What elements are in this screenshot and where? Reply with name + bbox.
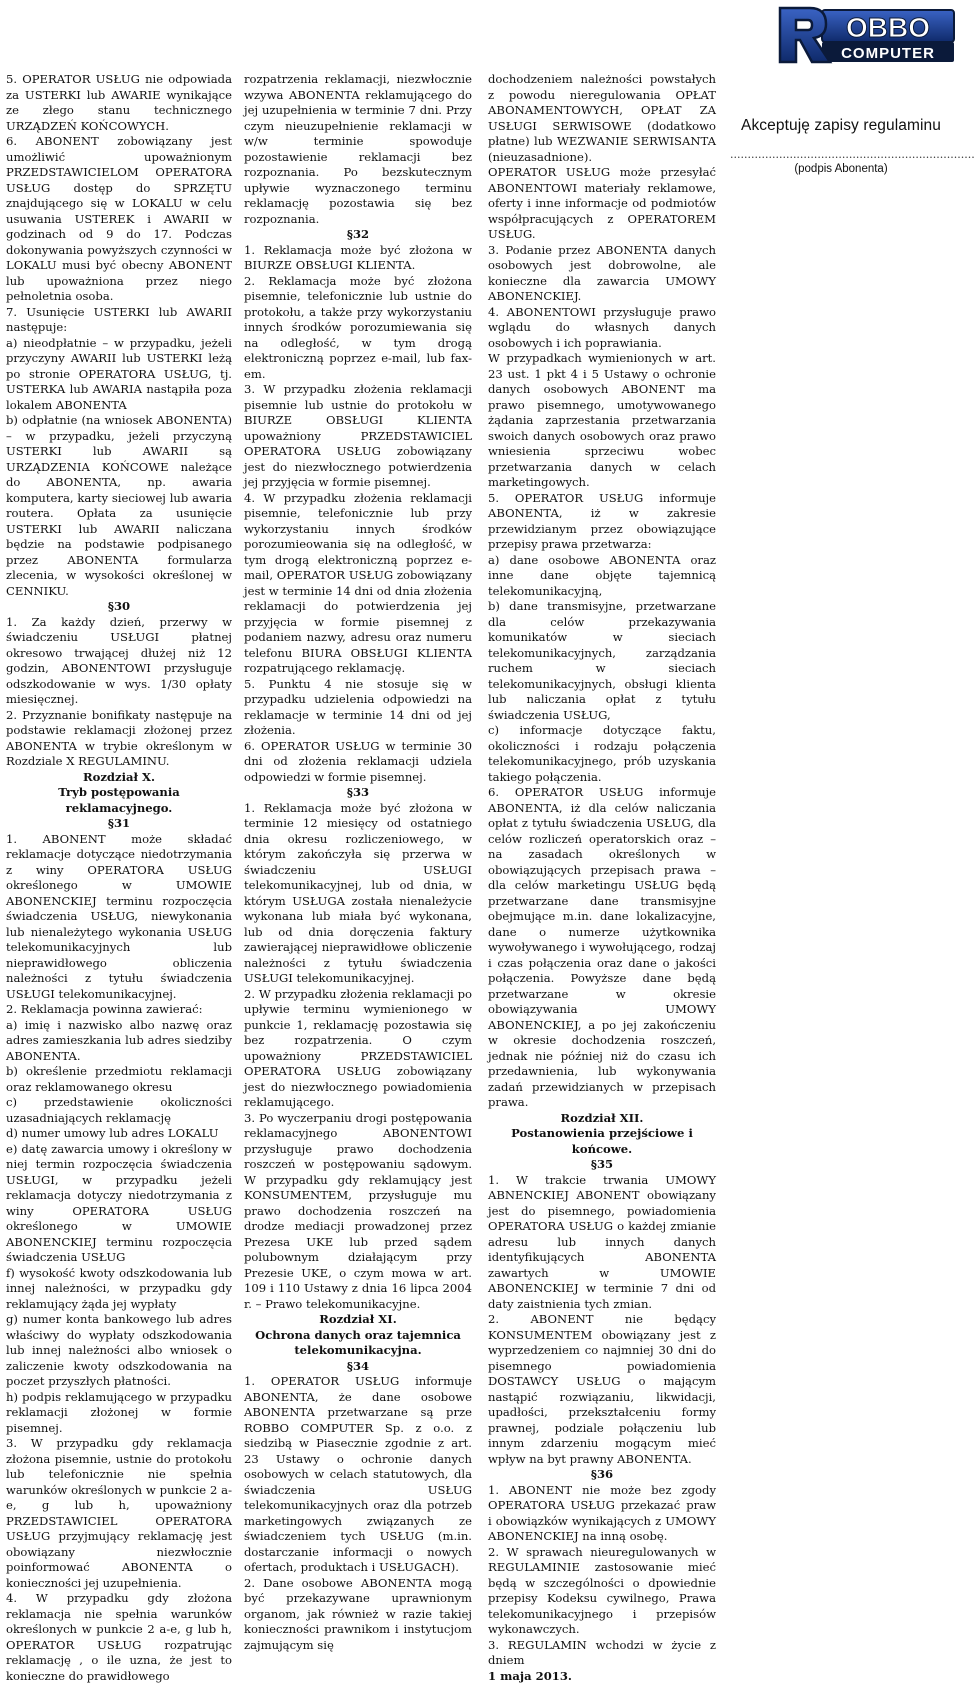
paragraph-text: 3. W przypadku złożenia reklamacji pisemnie lub ustnie do protokołu w BIURZE OBSŁUGI KLIENTA upoważniony PRZEDSTAWICIEL OPERATORA USŁUG zobowiązany jest do niezwłocznego potwierdzenia jej przyjęcia w formie pisemnej.	[244, 382, 472, 489]
paragraph	[6, 1390, 232, 1437]
paragraph	[488, 723, 716, 785]
paragraph-text: Tryb postępowania reklamacyjnego.	[58, 785, 180, 815]
paragraph-text: 2. Reklamacja powinna zawierać:	[6, 1002, 203, 1016]
column-3	[488, 72, 716, 1684]
paragraph	[244, 382, 472, 491]
section-heading	[244, 1359, 472, 1375]
paragraph-text: 6. OPERATOR USŁUG w terminie 30 dni od złożenia reklamacji udziela odpowiedzi w formie pisemnej.	[244, 739, 472, 784]
paragraph	[488, 599, 716, 723]
paragraph-text: 1. Reklamacja może być złożona w BIURZE OBSŁUGI KLIENTA.	[244, 243, 472, 273]
paragraph-text: rozpatrzenia reklamacji, niezwłocznie wzywa ABONENTA reklamującego do jej uzupełnienia w terminie 7 dni. Przy czym nieuzupełnienie reklamacji w w/w terminie spowoduje pozostawienie reklamacji bez rozpoznania. Po bezskutecznym upływie wyznaczonego terminu reklamację pozostawia się bez rozpoznania.	[244, 72, 472, 226]
section-heading	[488, 1111, 716, 1127]
paragraph-text: 1. Reklamacja może być złożona w terminie 12 miesięcy od ostatniego dnia okresu rozliczeniowego, w którym zakończyła się przerwa w świadczeniu USŁUGI telekomunikacyjnej, lub od dnia, w którym USŁUGA została nienależycie wykonana lub miała być wykonana, lub od dnia doręczenia faktury zawierającej nieprawidłowe obliczenie należności z tytułu świadczenia USŁUGI telekomunikacyjnej.	[244, 801, 472, 986]
paragraph-text: §32	[347, 227, 369, 241]
paragraph-text: 3. Po wyczerpaniu drogi postępowania reklamacyjnego ABONENTOWI przysługuje prawo dochodzenia roszczeń w postępowaniu sądowym. W przypadku gdy reklamujący jest KONSUMENTEM, przysługuje mu prawo dochodzenia roszczeń na drodze mediacji prowadzonej przez Prezesa UKE lub przed sądem polubownym działającym przy Prezesie UKE, o czym mowa w art. 109 i 110 Ustawy z dnia 16 lipca 2004 r. – Prawo telekomunikacyjne.	[244, 1111, 472, 1311]
section-heading	[6, 816, 232, 832]
paragraph	[6, 1266, 232, 1313]
paragraph-text: 1. Za każdy dzień, przerwy w świadczeniu USŁUGI płatnej okresowo trwającej dłużej niż 12 godzin, ABONENTOWI przysługuje odszkodowanie w wys. 1/30 opłaty miesięcznej.	[6, 615, 232, 707]
logo-bottom-text: COMPUTER	[841, 45, 935, 62]
paragraph	[6, 1591, 232, 1684]
paragraph-text: 6. OPERATOR USŁUG informuje ABONENTA, iż dla celów naliczania opłat z tytułu świadczenia USŁUG, dla celów rozliczeń operatorskich oraz – na zasadach określonych w obowiązujących przepisach prawa – dla celów marketingu USŁUG będą przetwarzane dane transmisyjne obejmujące m.in. dane lokalizacyjne, dane o numerze użytkownika wywoływanego i wywołującego, rodzaj i czas połączenia oraz dane o jakości połączenia. Powyższe dane będą przetwarzane w okresie obowiązywania UMOWY ABONENCKIEJ, a po jej zakończeniu w okresie dochodzenia roszczeń, jednak nie później niż do czasu ich przedawnienia, lub wykonywania zadań przewidzianych w przepisach prawa.	[488, 785, 716, 1109]
section-heading	[488, 1126, 716, 1157]
paragraph-text: g) numer konta bankowego lub adres właściwy do wypłaty odszkodowania lub innej należności albo wniosek o zaliczenie kwoty odszkodowania na poczet przyszłych płatności.	[6, 1312, 232, 1388]
paragraph-text: a) dane osobowe ABONENTA oraz inne dane objęte tajemnicą telekomunikacyjną,	[488, 553, 716, 598]
paragraph-text: f) wysokość kwoty odszkodowania lub innej należności, w przypadku gdy reklamujący żąda jej wypłaty	[6, 1266, 232, 1311]
paragraph	[6, 336, 232, 414]
paragraph-text: OPERATOR USŁUG może przesyłać ABONENTOWI materiały reklamowe, oferty i inne informacje od podmiotów współpracujących z OPERATOREM USŁUG.	[488, 165, 716, 241]
paragraph-text: 3. Podanie przez ABONENTA danych osobowych jest dobrowolne, ale konieczne dla zawarcia UMOWY ABONENCKIEJ.	[488, 243, 716, 304]
paragraph-text: b) określenie przedmiotu reklamacji oraz reklamowanego okresu	[6, 1064, 232, 1094]
paragraph	[6, 1312, 232, 1390]
paragraph	[6, 72, 232, 134]
paragraph	[6, 1126, 232, 1142]
paragraph-text: 2. Przyznanie bonifikaty następuje na podstawie reklamacji złożonej przez ABONENTA w trybie określonym w Rozdziale X REGULAMINU.	[6, 708, 232, 769]
paragraph-text: Rozdział X.	[83, 770, 155, 784]
paragraph-text: 5. Punktu 4 nie stosuje się w przypadku udzielenia odpowiedzi na reklamacje w terminie 14 dni od jej złożenia.	[244, 677, 472, 738]
paragraph	[488, 1545, 716, 1638]
paragraph-text: c) przedstawienie okoliczności uzasadniających reklamację	[6, 1095, 232, 1125]
paragraph	[488, 553, 716, 600]
section-heading	[244, 1328, 472, 1359]
paragraph	[488, 1312, 716, 1467]
paragraph-text: 6. ABONENT zobowiązany jest umożliwić upoważnionym PRZEDSTAWICIELOM OPERATORA USŁUG dostęp do SPRZĘTU znajdującego się w LOKALU w celu usuwania USTEREK i AWARII w godzinach od 9 do 17. Podczas dokonywania powyższych czynności w LOKALU musi być obecny ABONENT lub upoważniona przez niego pełnoletnia osoba.	[6, 134, 232, 303]
paragraph	[488, 165, 716, 243]
paragraph-text: §34	[347, 1359, 369, 1373]
paragraph	[6, 1142, 232, 1266]
paragraph	[244, 801, 472, 987]
paragraph	[244, 243, 472, 274]
column-1	[6, 72, 232, 1684]
paragraph-text: 5. OPERATOR USŁUG nie odpowiada za USTERKI lub AWARIE wynikające ze złego stanu technicznego URZĄDZEŃ KOŃCOWYCH.	[6, 72, 232, 133]
paragraph-text: 2. Reklamacja może być złożona pisemnie, telefonicznie lub ustnie do protokołu, a także przy wykorzystaniu innych środków porozumiewania się na odległość, w tym drogą elektroniczną poprzez e-mail, lub fax-em.	[244, 274, 472, 381]
paragraph-text: §31	[108, 816, 130, 830]
paragraph-text: Ochrona danych oraz tajemnica telekomunikacyjna.	[255, 1328, 461, 1358]
paragraph-text: 4. ABONENTOWI przysługuje prawo wglądu do własnych danych osobowych i ich poprawiania.	[488, 305, 716, 350]
section-heading	[244, 227, 472, 243]
paragraph	[488, 1638, 716, 1684]
paragraph-text: §36	[591, 1467, 613, 1481]
signature-label: (podpis Abonenta)	[730, 162, 952, 178]
paragraph	[6, 1095, 232, 1126]
paragraph-text: 7. Usunięcie USTERKI lub AWARII następuje:	[6, 305, 232, 335]
logo-top-text: OBBO	[846, 12, 930, 43]
paragraph-text: 5. OPERATOR USŁUG informuje ABONENTA, iż w zakresie przewidzianym przez obowiązujące przepisy prawa przetwarza:	[488, 491, 716, 552]
paragraph-text: b) odpłatnie (na wniosek ABONENTA) – w przypadku, jeżeli przyczyną USTERKI lub AWARII są URZĄDZENIA KOŃCOWE należące do ABONENTA, np. awaria komputera, karty sieciowej lub awaria routera. Opłata za usunięcie USTERKI lub AWARII naliczana będzie na podstawie podpisanego przez ABONENTA formularza zlecenia, w wysokości określonej w CENNIKU.	[6, 413, 232, 598]
paragraph-text: h) podpis reklamującego w przypadku reklamacji złożonej w formie pisemnej.	[6, 1390, 232, 1435]
paragraph	[488, 72, 716, 165]
paragraph	[488, 785, 716, 1111]
paragraph	[6, 832, 232, 1003]
column-2	[244, 72, 472, 1653]
paragraph-text: dochodzeniem należności powstałych z powodu nieregulowania OPŁAT ABONAMENTOWYCH, OPŁAT ZA USŁUGI SERWISOWE (dodatkowo płatne) lub WEZWANIE SERWISANTA (nieuzasadnione).	[488, 72, 716, 164]
paragraph	[488, 1173, 716, 1313]
paragraph-text: e) datę zawarcia umowy i określony w niej termin rozpoczęcia świadczenia USŁUGI, w przypadku jeżeli reklamacja dotyczy niedotrzymania z winy OPERATORA USŁUG określonego w UMOWIE ABONENCKIEJ terminu rozpoczęcia świadczenia USŁUG	[6, 1142, 232, 1265]
paragraph-text: d) numer umowy lub adres LOKALU	[6, 1126, 219, 1140]
paragraph	[6, 1018, 232, 1065]
paragraph-text: Rozdział XII.	[561, 1111, 644, 1125]
paragraph-text: 3. REGULAMIN wchodzi w życie z dniem	[488, 1638, 716, 1668]
paragraph-text: 2. Dane osobowe ABONENTA mogą być przekazywane uprawnionym organom, jak również w razie takiej konieczności prawnikom i instytucjom zajmującym się	[244, 1576, 472, 1652]
acceptance-block	[730, 72, 952, 177]
paragraph	[488, 243, 716, 305]
acceptance-text: Akceptuję zapisy regulaminu	[730, 118, 952, 134]
paragraph-text: W przypadkach wymienionych w art. 23 ust. 1 pkt 4 i 5 Ustawy o ochronie danych osobowych ABONENT ma prawo pisemnego, umotywowanego żądania zaprzestania przetwarzania swoich danych osobowych oraz prawo wniesienia sprzeciwu wobec przetwarzania danych w celach marketingowych.	[488, 351, 716, 489]
paragraph	[244, 739, 472, 786]
paragraph-text: §35	[591, 1157, 613, 1171]
paragraph	[6, 305, 232, 336]
paragraph	[244, 274, 472, 383]
paragraph	[488, 1483, 716, 1545]
paragraph-text: a) nieodpłatnie – w przypadku, jeżeli przyczyny AWARII lub USTERKI leżą po stronie OPERATORA USŁUG, tj. USTERKA lub AWARIA nastąpiła poza lokalem ABONENTA	[6, 336, 232, 412]
paragraph-text: c) informacje dotyczące faktu, okoliczności i rodzaju połączenia telekomunikacyjnego, prób uzyskania takiego połączenia.	[488, 723, 716, 784]
paragraph	[488, 491, 716, 553]
paragraph	[244, 1111, 472, 1313]
paragraph-text: b) dane transmisyjne, przetwarzane dla celów przekazywania komunikatów w sieciach telekomunikacyjnych, zarządzania ruchem w sieciach telekomunikacyjnych, obsługi klienta lub naliczania opłat z tytułu świadczenia USŁUG,	[488, 599, 716, 722]
section-heading	[244, 1312, 472, 1328]
paragraph-text: Postanowienia przejściowe i końcowe.	[511, 1126, 693, 1156]
paragraph-text: 1. ABONENT może składać reklamacje dotyczące niedotrzymania z winy OPERATORA USŁUG określonego w UMOWIE ABONENCKIEJ terminu rozpoczęcia świadczenia USŁUG, niewykonania lub nienależytego wykonania USŁUG telekomunikacyjnych lub nieprawidłowego obliczenia należności z tytułu świadczenia USŁUGI telekomunikacyjnej.	[6, 832, 232, 1001]
paragraph-text: 1. OPERATOR USŁUG informuje ABONENTA, że dane osobowe ABONENTA przetwarzane są prze ROBBO COMPUTER Sp. z o.o. z siedzibą w Piasecznie zgodnie z art. 23 Ustawy o ochronie danych osobowych w celach statutowych, dla świadczenia USŁUG telekomunikacyjnych oraz dla potrzeb marketingowych związanych ze świadczeniem tych USŁUG (m.in. dostarczanie informacji o nowych ofertach, produktach i USŁUGACH).	[244, 1374, 472, 1574]
paragraph	[488, 305, 716, 352]
paragraph-text: 3. W przypadku gdy reklamacja złożona pisemnie, ustnie do protokołu lub telefonicznie nie spełnia warunków określonych w punkcie 2 a-e, g lub h, upoważniony PRZEDSTAWICIEL OPERATORA USŁUG przyjmujący reklamację jest obowiązany niezwłocznie poinformować ABONENTA o konieczności jej uzupełnienia.	[6, 1436, 232, 1590]
paragraph-text: 1. W trakcie trwania UMOWY ABNENCKIEJ ABONENT obowiązany jest do pisemnego, powiadomienia OPERATORA USŁUG o każdej zmianie adresu lub innych danych identyfikujących ABONENTA zawartych w UMOWIE ABONENCKIEJ w terminie 7 dni od daty zaistnienia tych zmian.	[488, 1173, 716, 1311]
paragraph-text: 4. W przypadku gdy złożona reklamacja nie spełnia warunków określonych w punkcie 2 a-e, g lub h, OPERATOR USŁUG rozpatrując reklamację , o ile uzna, że jest to konieczne do prawidłowego	[6, 1591, 232, 1683]
paragraph-text: 2. W sprawach nieuregulowanych w REGULAMINIE zastosowanie mieć będą w szczególności o dpowiednie przepisy Kodeksu cywilnego, Prawa telekomunikacyjnego i przepisów wykonawczych.	[488, 1545, 716, 1637]
paragraph	[6, 615, 232, 708]
paragraph-text: 1. ABONENT nie może bez zgody OPERATORA USŁUG przekazać praw i obowiązków wynikających z UMOWY ABONENCKIEJ na inną osobę.	[488, 1483, 716, 1544]
paragraph	[6, 1002, 232, 1018]
paragraph-text: §30	[108, 599, 130, 613]
paragraph-text: 2. ABONENT nie będący KONSUMENTEM obowiązany jest z wyprzedzeniem co najmniej 30 dni do pisemnego powiadomienia DOSTAWCY USŁUG o mającym nastąpić rozwiązaniu, likwidacji, upadłości, przekształceniu formy prawnej, podziale połączeniu lub innym zdarzeniu mogącym mieć wpływ na byt prawny ABONENTA.	[488, 1312, 716, 1466]
paragraph	[6, 134, 232, 305]
paragraph-text: 2. W przypadku złożenia reklamacji po upływie terminu wymienionego w punkcie 1, reklamację pozostawia się bez rozpatrzenia. O czym upoważniony PRZEDSTAWICIEL OPERATORA USŁUG zobowiązany jest do niezwłocznego powiadomienia reklamującego.	[244, 987, 472, 1110]
paragraph	[488, 351, 716, 491]
signature-line: ......................................................................	[730, 152, 952, 158]
paragraph	[6, 1064, 232, 1095]
paragraph-text: a) imię i nazwisko albo nazwę oraz adres zamieszkania lub adres siedziby ABONENTA.	[6, 1018, 232, 1063]
paragraph	[244, 72, 472, 227]
paragraph	[244, 677, 472, 739]
paragraph	[244, 1576, 472, 1654]
paragraph-text: Rozdział XI.	[319, 1312, 397, 1326]
section-heading	[6, 785, 232, 816]
robbo-computer-logo	[776, 4, 956, 66]
paragraph	[244, 1374, 472, 1576]
section-heading	[6, 770, 232, 786]
paragraph-text: §33	[347, 785, 369, 799]
paragraph	[6, 708, 232, 770]
section-heading	[244, 785, 472, 801]
paragraph-text: 4. W przypadku złożenia reklamacji pisemnie, telefonicznie lub przy wykorzystaniu innych środków porozumieowania się na odległość, w tym drogą elektroniczną poprzez e-mail, OPERATOR USŁUG zobowiązany jest w terminie 14 dni od dnia złożenia reklamacji do potwierdzenia jej przyjęcia w formie pisemnej z podaniem nazwy, adresu oraz numeru telefonu BIURA OBSŁUGI KLIENTA rozpatrującego reklamację.	[244, 491, 472, 676]
section-heading	[6, 599, 232, 615]
paragraph	[6, 413, 232, 599]
logo-r-letter	[780, 8, 830, 62]
section-heading	[488, 1467, 716, 1483]
paragraph	[244, 987, 472, 1111]
paragraph	[6, 1436, 232, 1591]
effective-date: 1 maja 2013.	[488, 1669, 716, 1684]
logo-graphic	[776, 4, 956, 66]
section-heading	[488, 1157, 716, 1173]
paragraph	[244, 491, 472, 677]
